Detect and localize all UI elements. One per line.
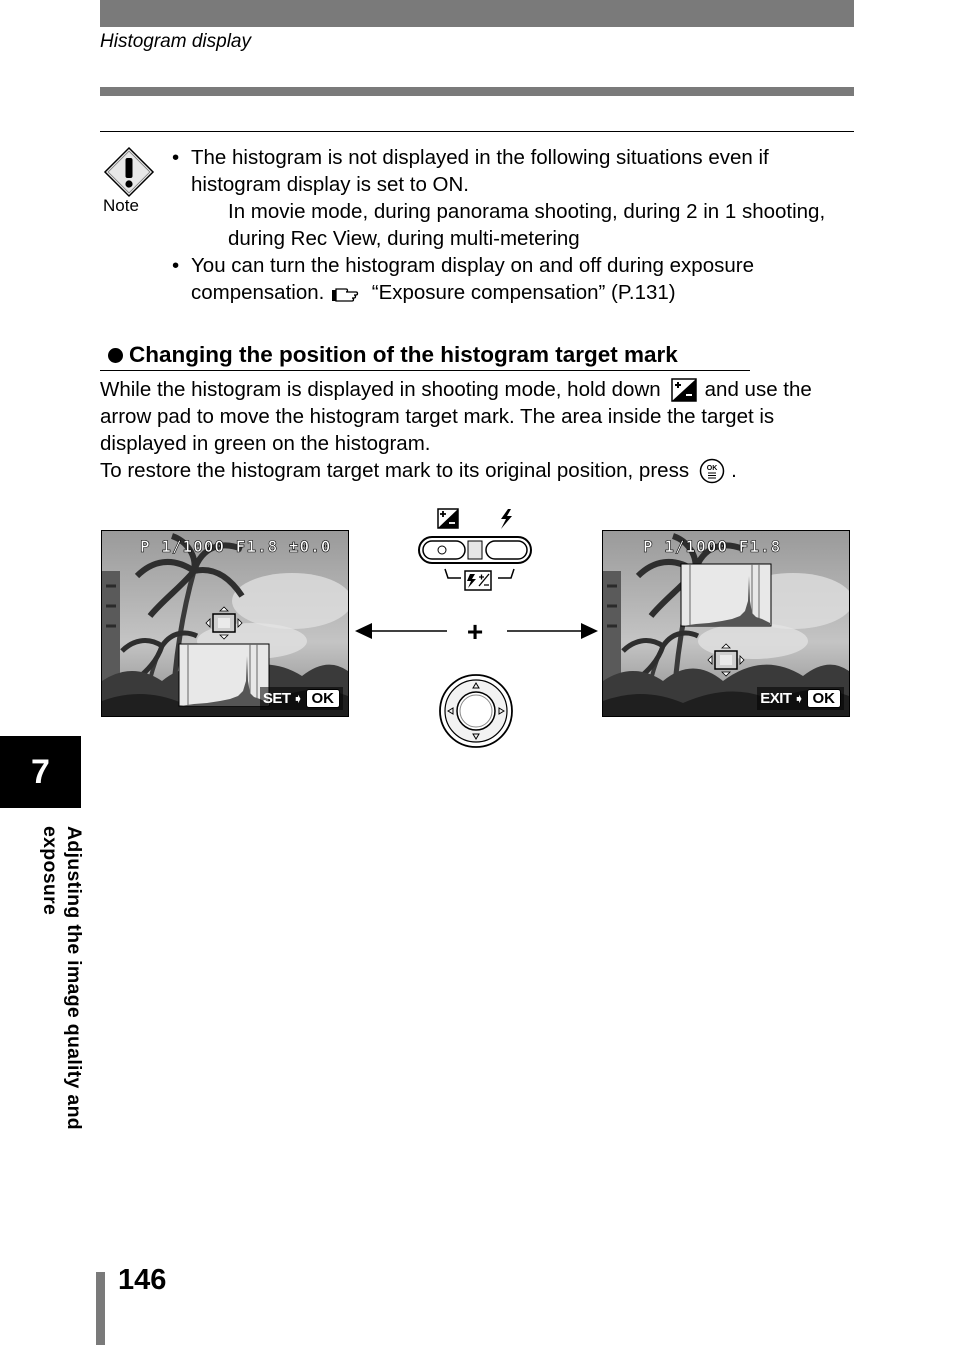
note-label: Note (103, 196, 139, 215)
para-2b: . (731, 459, 737, 482)
pointing-hand-icon (330, 284, 366, 302)
flash-icon (501, 509, 512, 529)
exit-ok-indicator (757, 687, 844, 710)
svg-text:OK: OK (706, 465, 718, 472)
chapter-tab: 7 (0, 736, 81, 808)
section-body (100, 376, 854, 484)
shooting-info-readout: P 1/1000 F1.8 ±0.0 (140, 537, 332, 556)
section-heading-text: Changing the position of the histogram target mark (129, 342, 678, 367)
plus-sign: + (466, 616, 484, 647)
bullet-mark: • (172, 254, 180, 277)
note-top-rule (100, 131, 854, 132)
flash-exposure-button (419, 537, 531, 563)
histogram-graph (179, 644, 269, 706)
running-header: Histogram display (100, 31, 251, 52)
control-diagram (350, 500, 602, 760)
page-number-bar (96, 1272, 105, 1345)
note-bullet-1 (172, 144, 854, 198)
note-bullet-2 (172, 252, 854, 306)
warning-icon (103, 146, 155, 198)
arrow-pad (440, 675, 512, 747)
exposure-compensation-button-icon (671, 378, 697, 402)
histogram-graph (681, 564, 771, 626)
set-label: SET (262, 690, 291, 707)
header-rule (100, 87, 854, 96)
exposure-compensation-icon (438, 509, 458, 528)
arrow-right-icon: ➧ (793, 690, 805, 706)
section-heading (100, 340, 750, 371)
ok-menu-button-icon (699, 458, 725, 484)
page-number: 146 (118, 1264, 167, 1296)
flash-compensation-icon (465, 571, 491, 590)
note-bullet-1-sub: In movie mode, during panorama shooting, during 2 in 1 shooting, during Rec View, during multi-metering (228, 200, 826, 250)
arrow-left-head (355, 623, 372, 639)
arrow-right-icon: ➧ (292, 690, 304, 706)
bullet-mark: • (172, 146, 180, 169)
chapter-title: Adjusting the image quality and exposure (39, 826, 85, 1130)
set-ok-indicator (260, 687, 343, 710)
lcd-screen-before (101, 530, 349, 717)
top-bar (100, 0, 854, 27)
ok-label: OK (807, 689, 842, 708)
note-list (172, 144, 854, 306)
arrow-right-head (581, 623, 598, 639)
para-1a: While the histogram is displayed in shooting mode, hold down (100, 378, 661, 401)
note-bullet-1-text: The histogram is not displayed in the following situations even if histogram display is set to ON. (191, 146, 769, 196)
para-1b: and use the arrow pad to move the histogram target mark. The area inside the target is displayed in green on the histogram. (100, 378, 812, 455)
cross-reference-link[interactable]: “Exposure compensation” (P.131) (371, 281, 676, 304)
lcd-screen-after (602, 530, 850, 717)
exit-label: EXIT (760, 690, 792, 707)
note-bullet-2-text: You can turn the histogram display on and off during exposure compensation. (191, 254, 754, 304)
ok-label: OK (306, 689, 341, 708)
shooting-info-readout: P 1/1000 F1.8 (643, 537, 782, 556)
bullet-disc-icon (108, 348, 123, 363)
para-2a: To restore the histogram target mark to its original position, press (100, 459, 690, 482)
